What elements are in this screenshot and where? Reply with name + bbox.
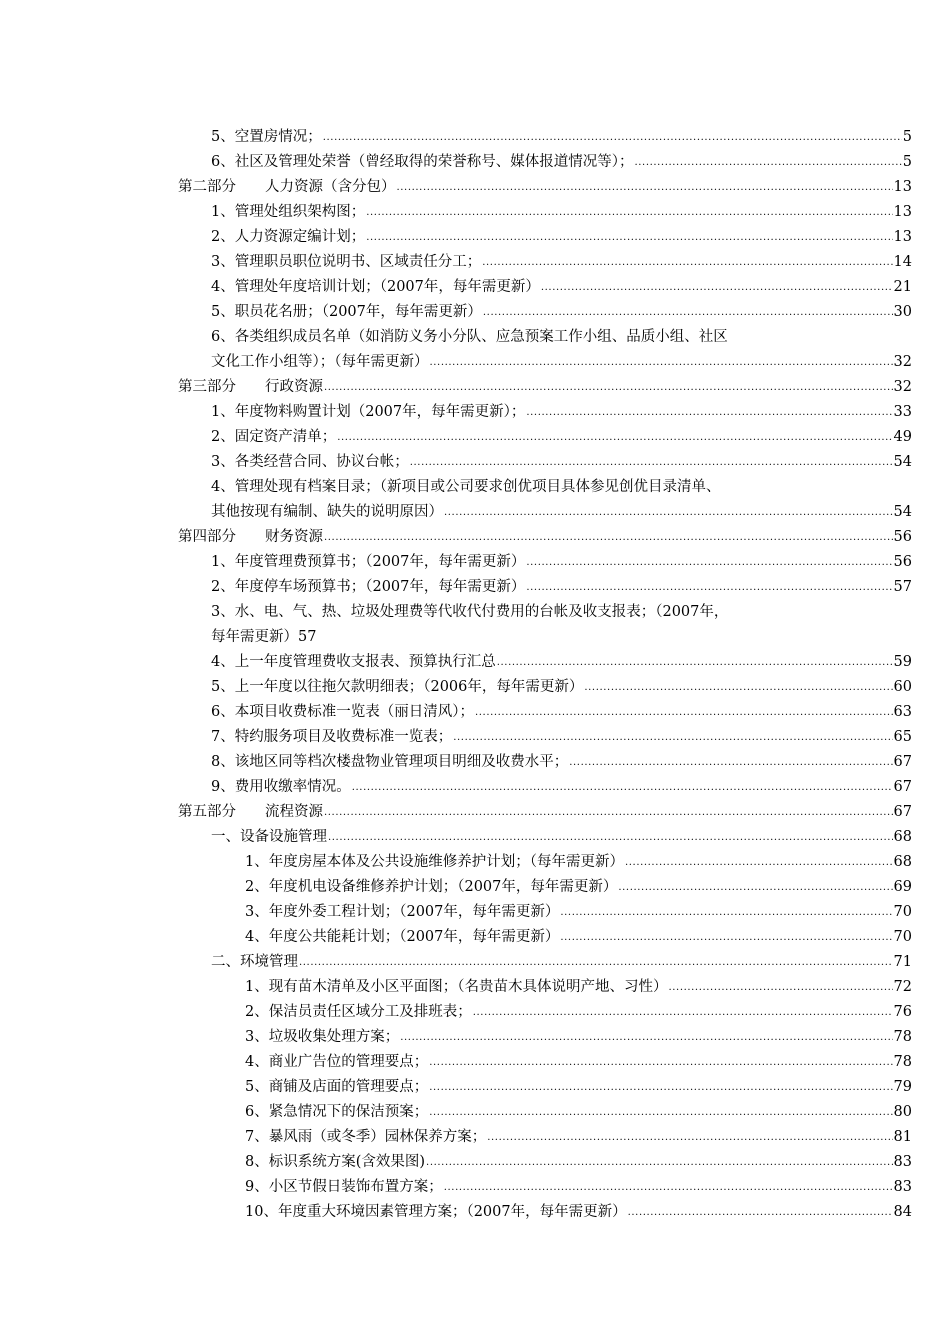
toc-entry[interactable] <box>0 1125 950 1150</box>
dot-leader <box>429 1075 892 1100</box>
toc-entry-title: 3、水、电、气、热、垃圾处理费等代收代付费用的台帐及收支报表；（2007年， <box>211 604 729 620</box>
dot-leader <box>628 1200 893 1225</box>
toc-entry[interactable] <box>0 875 950 900</box>
toc-entry-title: 一、设备设施管理 <box>211 829 327 845</box>
toc-page-number: 54 <box>893 454 912 470</box>
dot-leader <box>444 1175 893 1200</box>
toc-entry[interactable] <box>0 1000 950 1025</box>
toc-entry[interactable] <box>0 675 950 700</box>
dot-leader <box>299 950 893 975</box>
dot-leader <box>366 200 892 225</box>
toc-page-number: 63 <box>893 704 912 720</box>
toc-page-number: 78 <box>893 1029 912 1045</box>
toc-entry-title: 第四部分 财务资源 <box>178 529 323 545</box>
toc-entry[interactable] <box>0 525 950 550</box>
dot-leader <box>324 800 893 825</box>
toc-entry-title: 5、上一年度以往拖欠款明细表；（2006年，每年需更新） <box>211 679 584 695</box>
toc-entry-title: 7、暴风雨（或冬季）园林保养方案； <box>245 1129 487 1145</box>
toc-entry[interactable] <box>0 450 950 475</box>
toc-entry-title: 1、年度物料购置计划（2007年，每年需更新）； <box>211 404 526 420</box>
toc-entry-title: 2、保洁员责任区域分工及排班表； <box>245 1004 472 1020</box>
toc-page-number: 30 <box>893 304 912 320</box>
toc-entry-title: 6、各类组织成员名单（如消防义务小分队、应急预案工作小组、品质小组、社区 <box>211 329 728 345</box>
toc-page-number: 67 <box>893 779 912 795</box>
toc-entry-title: 第三部分 行政资源 <box>178 379 323 395</box>
toc-page-number: 14 <box>893 254 912 270</box>
toc-entry-title: 5、空置房情况； <box>211 129 322 145</box>
toc-page-number: 79 <box>893 1079 912 1095</box>
toc-page-number: 5 <box>902 154 912 170</box>
toc-page-number: 76 <box>893 1004 912 1020</box>
toc-entry-title: 5、职员花名册；（2007年，每年需更新） <box>211 304 482 320</box>
dot-leader <box>618 875 892 900</box>
toc-entry[interactable] <box>0 750 950 775</box>
toc-entry-title: 1、管理处组织架构图； <box>211 204 366 220</box>
dot-leader <box>625 850 893 875</box>
dot-leader <box>584 675 892 700</box>
dot-leader <box>410 450 893 475</box>
toc-entry[interactable] <box>0 700 950 725</box>
toc-entry-title: 2、年度机电设备维修养护计划；（2007年，每年需更新） <box>245 879 618 895</box>
toc-page-number: 56 <box>893 529 912 545</box>
toc-entry-title: 9、费用收缴率情况。 <box>211 779 351 795</box>
dot-leader <box>429 1050 892 1075</box>
toc-entry[interactable] <box>0 125 950 150</box>
toc-entry-title: 其他按现有编制、缺失的说明原因） <box>211 504 443 520</box>
toc-page-number: 32 <box>893 379 912 395</box>
toc-entry[interactable] <box>0 375 950 400</box>
toc-entry[interactable] <box>0 925 950 950</box>
toc-entry-title: 6、社区及管理处荣誉（曾经取得的荣誉称号、媒体报道情况等）； <box>211 154 634 170</box>
toc-entry-title: 二、环境管理 <box>211 954 298 970</box>
toc-page-number: 60 <box>893 679 912 695</box>
toc-page-number: 32 <box>893 354 912 370</box>
dot-leader <box>429 1100 892 1125</box>
toc-entry[interactable] <box>0 250 950 275</box>
toc-entry[interactable] <box>0 650 950 675</box>
dot-leader <box>453 725 892 750</box>
dot-leader <box>560 925 892 950</box>
toc-page-number: 5 <box>902 129 912 145</box>
toc-entry-title: 文化工作小组等）；（每年需更新） <box>211 354 429 370</box>
dot-leader <box>444 500 893 525</box>
toc-page-number: 84 <box>893 1204 912 1220</box>
dot-leader <box>475 700 893 725</box>
dot-leader <box>482 250 892 275</box>
toc-entry[interactable] <box>0 225 950 250</box>
dot-leader <box>569 750 892 775</box>
toc-entry[interactable] <box>0 275 950 300</box>
toc-entry-title: 4、管理处现有档案目录；（新项目或公司要求创优项目具体参见创优目录清单、 <box>211 479 721 495</box>
toc-entry-title: 4、管理处年度培训计划；（2007年，每年需更新） <box>211 279 540 295</box>
toc-entry-title: 第二部分 人力资源（含分包） <box>178 179 396 195</box>
toc-entry[interactable] <box>0 150 950 175</box>
dot-leader <box>668 975 892 1000</box>
toc-entry[interactable] <box>0 575 950 600</box>
toc-entry[interactable] <box>0 425 950 450</box>
dot-leader <box>483 300 893 325</box>
toc-page-number: 80 <box>893 1104 912 1120</box>
toc-entry-title: 8、该地区同等档次楼盘物业管理项目明细及收费水平； <box>211 754 569 770</box>
toc-page-number: 57 <box>893 579 912 595</box>
toc-entry-title: 3、各类经营合同、协议台帐； <box>211 454 409 470</box>
toc-entry[interactable] <box>0 300 950 325</box>
dot-leader <box>560 900 892 925</box>
toc-entry-title: 10、年度重大环境因素管理方案；（2007年，每年需更新） <box>245 1204 627 1220</box>
toc-entry[interactable] <box>0 1075 950 1100</box>
toc-page-number: 71 <box>893 954 912 970</box>
toc-page-number: 70 <box>893 929 912 945</box>
toc-entry-title: 8、标识系统方案(含效果图) <box>245 1154 426 1170</box>
dot-leader <box>400 1025 892 1050</box>
dot-leader <box>426 1150 893 1175</box>
toc-page-number: 68 <box>893 829 912 845</box>
toc-entry[interactable] <box>0 1100 950 1125</box>
toc-entry[interactable] <box>0 1025 950 1050</box>
toc-entry-title: 2、年度停车场预算书；（2007年，每年需更新） <box>211 579 526 595</box>
toc-page-number: 70 <box>893 904 912 920</box>
toc-page-number: 83 <box>893 1154 912 1170</box>
dot-leader <box>487 1125 892 1150</box>
dot-leader <box>337 425 892 450</box>
dot-leader <box>324 375 893 400</box>
toc-entry[interactable] <box>0 1050 950 1075</box>
toc-entry[interactable] <box>0 175 950 200</box>
toc-entry[interactable] <box>0 325 950 375</box>
toc-entry[interactable] <box>0 950 950 975</box>
dot-leader <box>473 1000 893 1025</box>
toc-entry[interactable] <box>0 900 950 925</box>
toc-entry-title: 2、固定资产清单； <box>211 429 337 445</box>
dot-leader <box>526 575 892 600</box>
toc-page-number: 54 <box>893 504 912 520</box>
toc-entry-title: 4、上一年度管理费收支报表、预算执行汇总 <box>211 654 496 670</box>
toc-page-number: 72 <box>893 979 912 995</box>
toc-page-number: 56 <box>893 554 912 570</box>
toc-entry[interactable] <box>0 775 950 800</box>
toc-page-number: 81 <box>893 1129 912 1145</box>
toc-page-number: 49 <box>893 429 912 445</box>
toc-entry-title: 6、本项目收费标准一览表（丽日清风）； <box>211 704 474 720</box>
toc-page-number: 78 <box>893 1054 912 1070</box>
toc-entry[interactable] <box>0 850 950 875</box>
toc-entry[interactable] <box>0 825 950 850</box>
dot-leader <box>526 400 892 425</box>
toc-page-number: 13 <box>893 204 912 220</box>
dot-leader <box>526 550 892 575</box>
toc-entry-title: 3、年度外委工程计划；（2007年，每年需更新） <box>245 904 560 920</box>
toc-entry-title: 7、特约服务项目及收费标准一览表； <box>211 729 453 745</box>
toc-entry[interactable] <box>0 550 950 575</box>
toc-page-number: 68 <box>893 854 912 870</box>
toc-entry-title: 1、现有苗木清单及小区平面图；（名贵苗木具体说明产地、习性） <box>245 979 668 995</box>
dot-leader <box>497 650 893 675</box>
toc-entry-title: 1、年度房屋本体及公共设施维修养护计划；（每年需更新） <box>245 854 624 870</box>
toc-entry[interactable] <box>0 725 950 750</box>
toc-entry-title: 2、人力资源定编计划； <box>211 229 366 245</box>
dot-leader <box>366 225 892 250</box>
toc-entry[interactable] <box>0 1200 950 1225</box>
toc-entry[interactable] <box>0 200 950 225</box>
toc-entry[interactable] <box>0 800 950 825</box>
toc-entry-title: 每年需更新）57 <box>211 629 317 645</box>
toc-entry[interactable] <box>0 1150 950 1175</box>
toc-entry-title: 1、年度管理费预算书；（2007年，每年需更新） <box>211 554 526 570</box>
table-of-contents <box>0 125 950 1225</box>
toc-entry[interactable] <box>0 1175 950 1200</box>
toc-entry-title: 3、垃圾收集处理方案； <box>245 1029 400 1045</box>
toc-entry[interactable] <box>0 975 950 1000</box>
toc-entry-title: 9、小区节假日装饰布置方案； <box>245 1179 443 1195</box>
toc-entry[interactable] <box>0 600 950 650</box>
toc-page-number: 83 <box>893 1179 912 1195</box>
toc-page-number: 67 <box>893 754 912 770</box>
toc-entry[interactable] <box>0 400 950 425</box>
toc-entry-title: 6、紧急情况下的保洁预案； <box>245 1104 429 1120</box>
dot-leader <box>397 175 893 200</box>
toc-page-number: 13 <box>893 179 912 195</box>
toc-entry-title: 第五部分 流程资源 <box>178 804 323 820</box>
dot-leader <box>634 150 901 175</box>
dot-leader <box>324 525 893 550</box>
toc-entry-title: 4、商业广告位的管理要点； <box>245 1054 429 1070</box>
toc-page-number: 69 <box>893 879 912 895</box>
dot-leader <box>541 275 893 300</box>
toc-entry-title: 3、管理职员职位说明书、区域责任分工； <box>211 254 482 270</box>
dot-leader <box>430 350 893 375</box>
dot-leader <box>328 825 893 850</box>
dot-leader <box>352 775 893 800</box>
dot-leader <box>323 125 902 150</box>
toc-entry-title: 5、商铺及店面的管理要点； <box>245 1079 429 1095</box>
toc-page-number: 13 <box>893 229 912 245</box>
toc-entry[interactable] <box>0 475 950 525</box>
toc-page-number: 21 <box>893 279 912 295</box>
toc-page-number: 65 <box>893 729 912 745</box>
toc-page-number: 33 <box>893 404 912 420</box>
toc-page-number: 67 <box>893 804 912 820</box>
toc-page-number: 59 <box>893 654 912 670</box>
toc-entry-title: 4、年度公共能耗计划；（2007年，每年需更新） <box>245 929 560 945</box>
